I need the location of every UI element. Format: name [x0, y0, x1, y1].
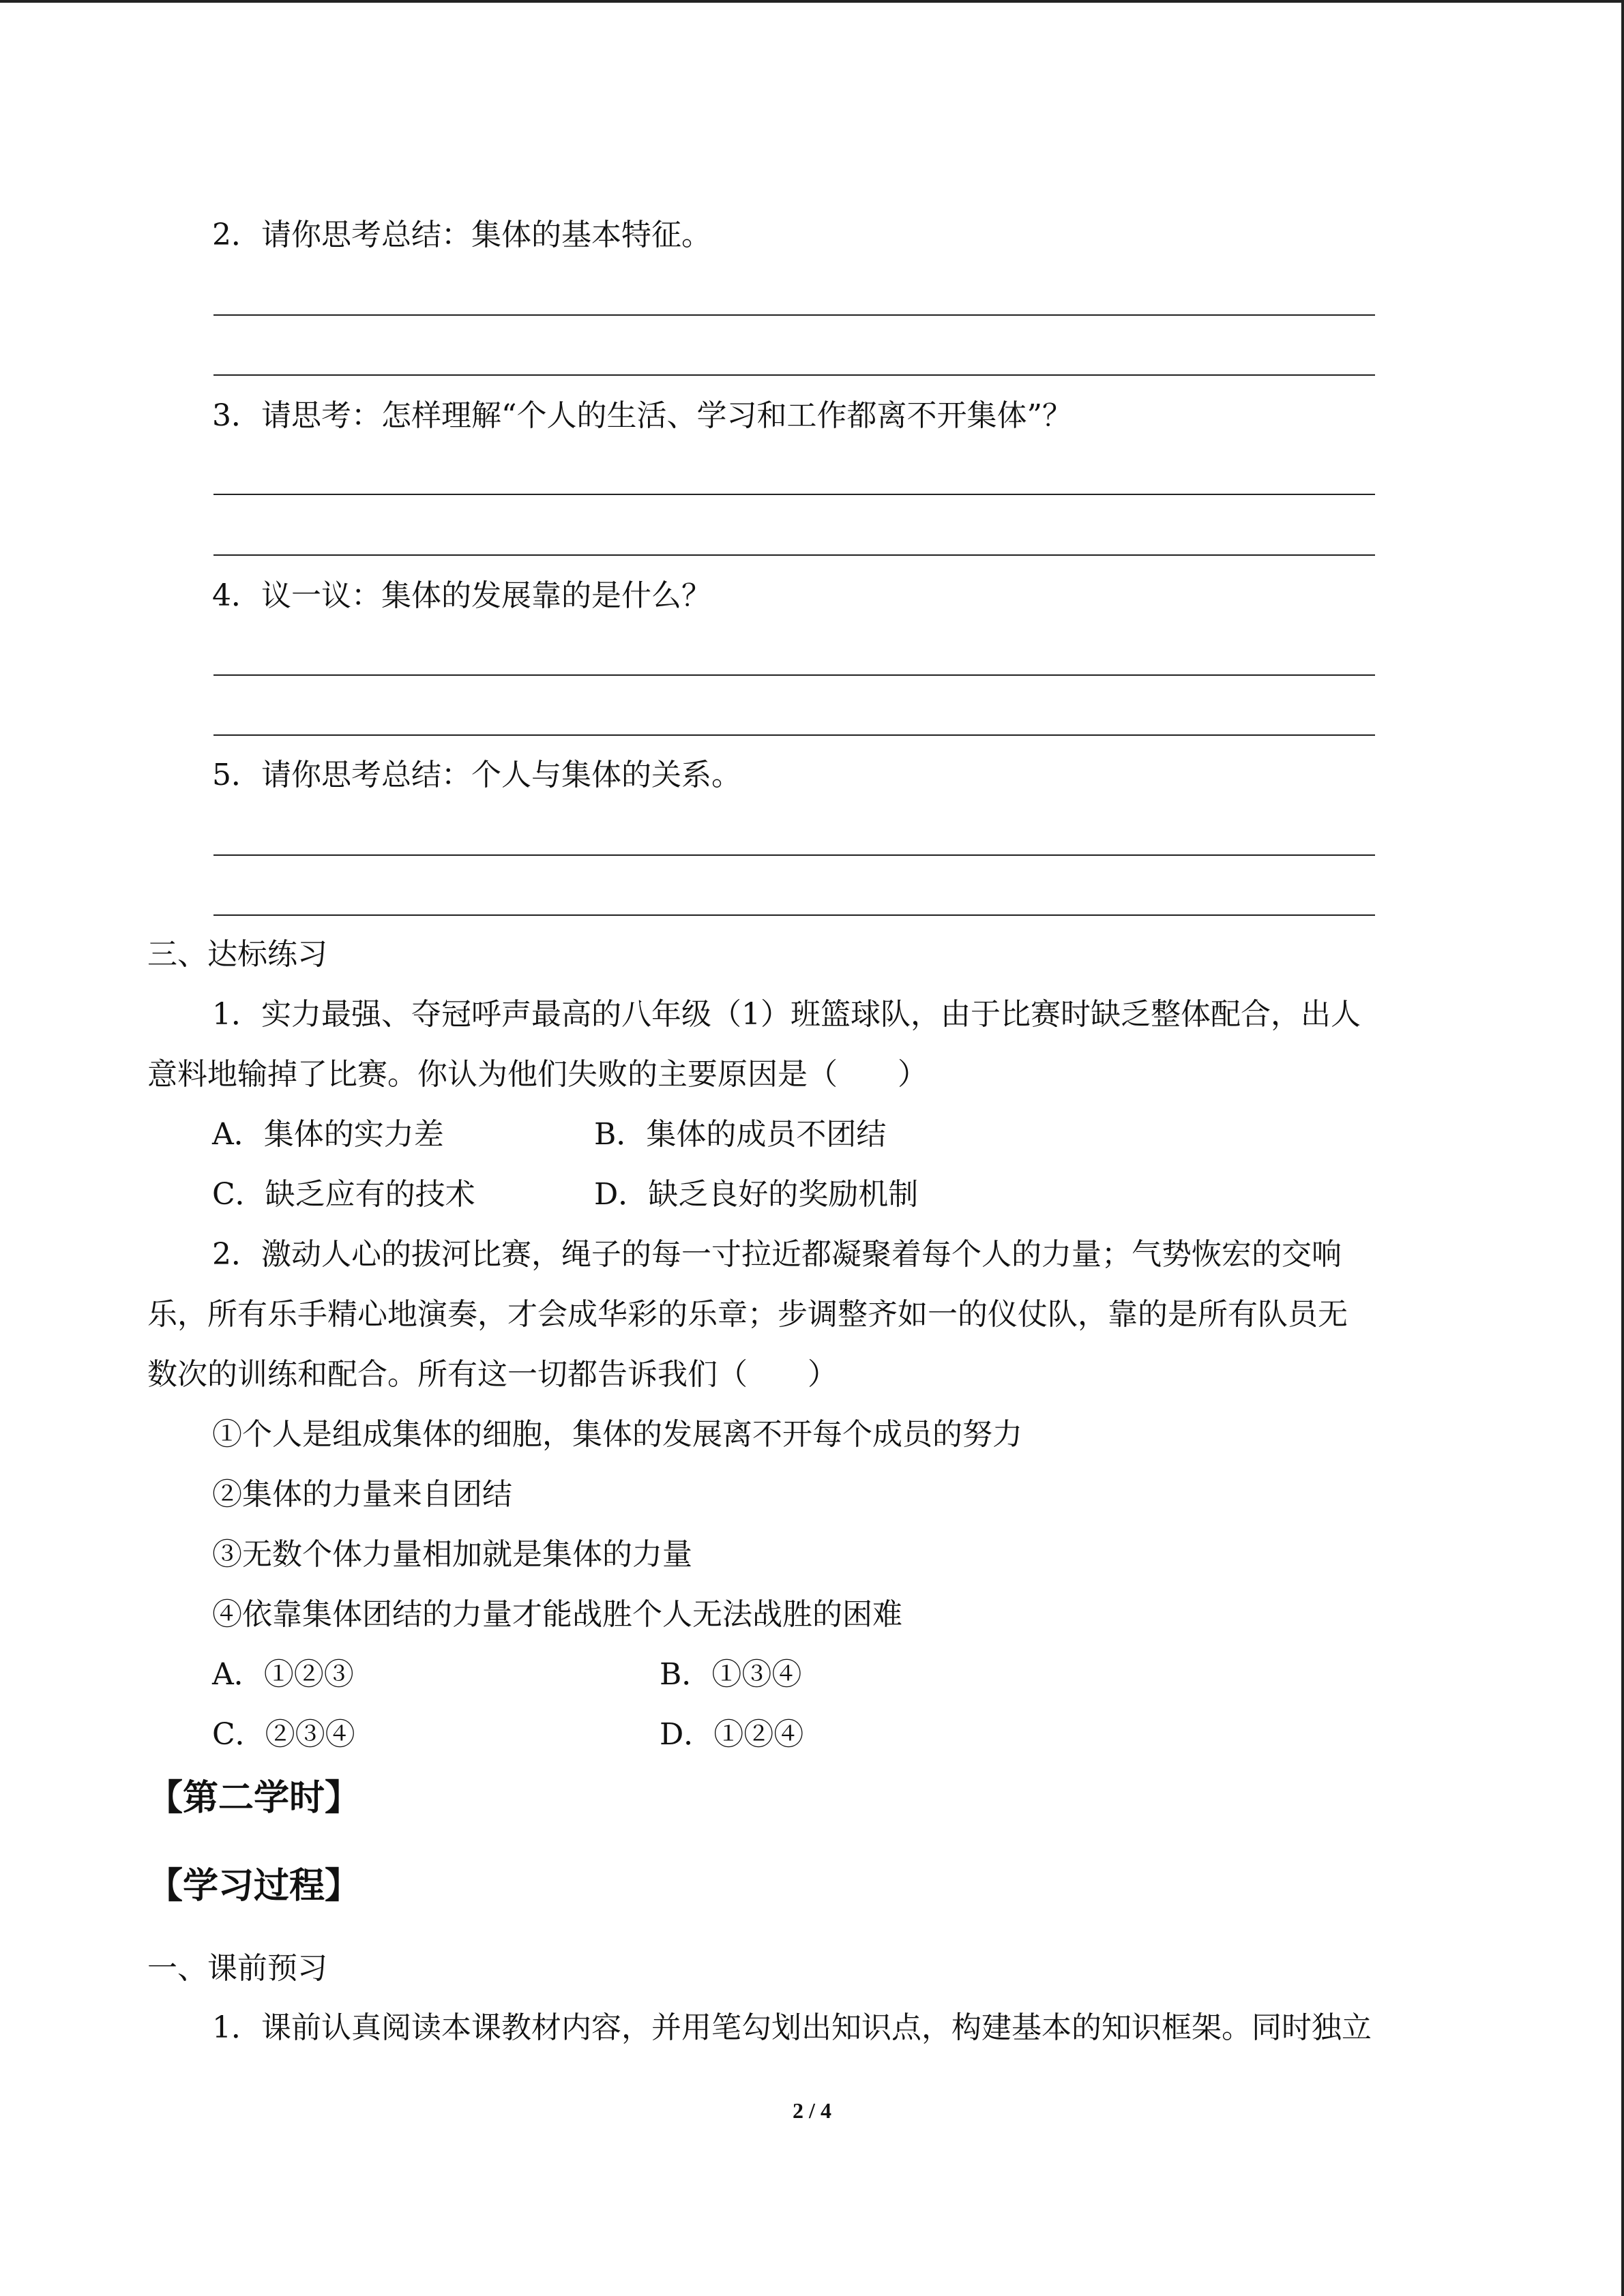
answer-line: [213, 314, 1375, 316]
exercise-2-option-d: D．①②④: [660, 1717, 804, 1752]
exercise-2-statement-3: ③无数个体力量相加就是集体的力量: [212, 1537, 692, 1572]
learning-process-heading: 【学习过程】: [147, 1865, 361, 1907]
exercise-2-option-c: C．②③④: [212, 1717, 355, 1752]
preview-item-1: 1．课前认真阅读本课教材内容，并用笔勾划出知识点，构建基本的知识框架。同时独立: [212, 2010, 1372, 2045]
second-period-heading: 【第二学时】: [147, 1777, 361, 1819]
exercise-1-option-d: D．缺乏良好的奖励机制: [594, 1177, 919, 1212]
question-5: 5．请你思考总结：个人与集体的关系。: [212, 758, 741, 792]
answer-line: [213, 554, 1375, 556]
exercise-2-statement-1: ①个人是组成集体的细胞，集体的发展离不开每个成员的努力: [212, 1417, 1022, 1452]
exercise-2-statement-4: ④依靠集体团结的力量才能战胜个人无法战胜的困难: [212, 1597, 902, 1632]
answer-line: [213, 374, 1375, 376]
answer-line: [213, 494, 1375, 495]
exercise-2-text: 数次的训练和配合。所有这一切都告诉我们（ ）: [147, 1357, 838, 1392]
exercise-1-option-a: A．集体的实力差: [212, 1117, 444, 1152]
answer-line: [213, 734, 1375, 736]
page-border-right: [1621, 0, 1624, 2296]
preview-title: 一、课前预习: [147, 1951, 327, 1986]
exercise-2-option-a: A．①②③: [212, 1657, 354, 1692]
answer-line: [213, 674, 1375, 676]
exercise-2-option-b: B．①③④: [660, 1657, 802, 1692]
answer-line: [213, 854, 1375, 856]
exercise-1-option-c: C．缺乏应有的技术: [212, 1177, 475, 1212]
answer-line: [213, 914, 1375, 916]
question-3: 3．请思考：怎样理解“个人的生活、学习和工作都离不开集体”？: [212, 398, 1072, 433]
page-number: 2 / 4: [793, 2098, 831, 2123]
question-2: 2．请你思考总结：集体的基本特征。: [212, 218, 711, 252]
exercise-2-statement-2: ②集体的力量来自团结: [212, 1477, 512, 1512]
section-title: 三、达标练习: [147, 937, 327, 972]
exercise-1-text: 意料地输掉了比赛。你认为他们失败的主要原因是（ ）: [147, 1057, 928, 1092]
exercise-2-text: 2．激动人心的拔河比赛，绳子的每一寸拉近都凝聚着每个人的力量；气势恢宏的交响: [212, 1237, 1342, 1272]
question-4: 4．议一议：集体的发展靠的是什么？: [212, 578, 711, 613]
exercise-2-text: 乐，所有乐手精心地演奏，才会成华彩的乐章；步调整齐如一的仪仗队，靠的是所有队员无: [147, 1297, 1348, 1332]
exercise-1-text: 1．实力最强、夺冠呼声最高的八年级（1）班篮球队，由于比赛时缺乏整体配合，出人: [212, 997, 1361, 1032]
exercise-1-option-b: B．集体的成员不团结: [594, 1117, 887, 1152]
page-border-top: [0, 0, 1624, 3]
